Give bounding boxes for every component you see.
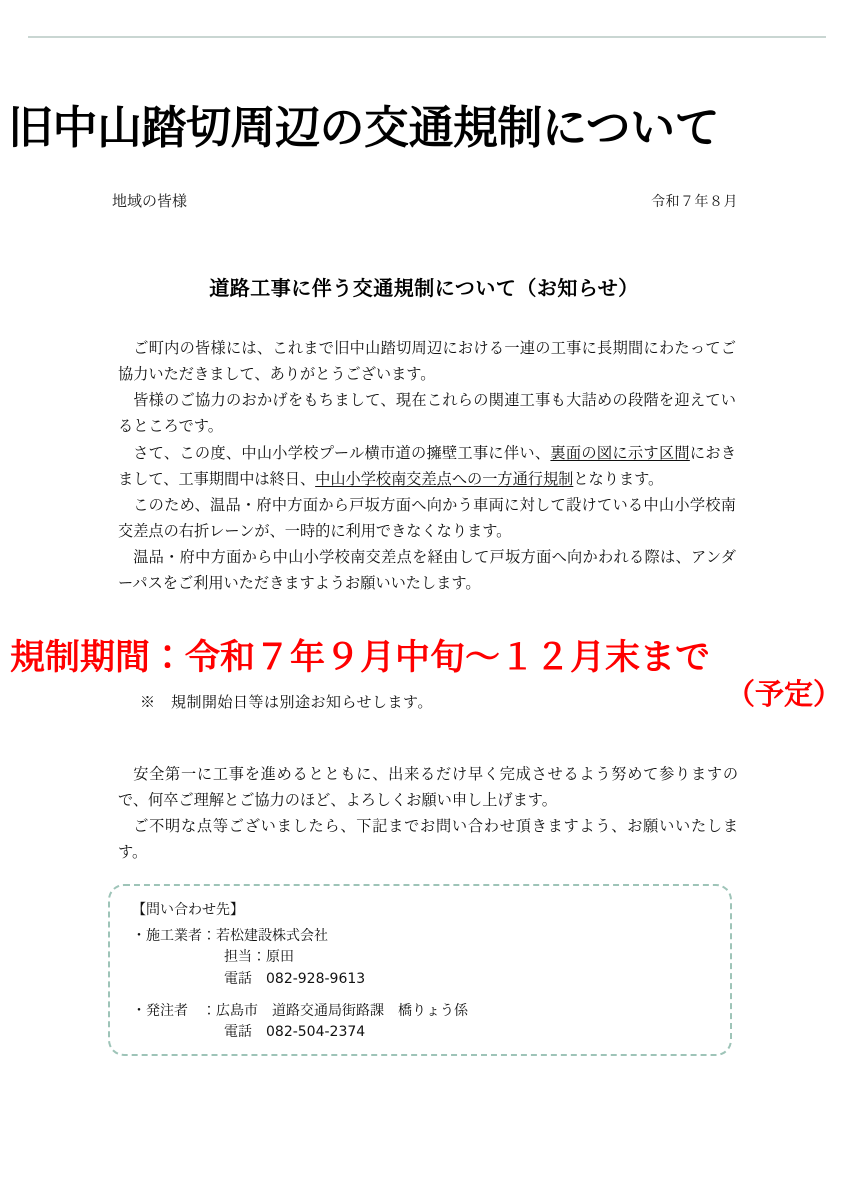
document-subtitle: 道路工事に伴う交通規制について（お知らせ）	[209, 276, 639, 300]
contractor-person: 担当：原田	[224, 949, 294, 966]
meta-row	[112, 190, 738, 211]
contractor-phone: 電話 082-928-9613	[224, 971, 366, 988]
header-divider	[28, 36, 826, 38]
closing-paragraph-2: ご不明な点等ございましたら、下記までお問い合わせ頂きますよう、お願いいたします。	[118, 818, 738, 862]
contractor-name: ・施工業者：若松建設株式会社	[132, 927, 328, 944]
regulation-period-banner: 規制期間：令和７年９月中旬～１２月末まで	[10, 638, 711, 678]
paragraph-4: このため、温品・府中方面から戸坂方面へ向かう車両に対して設けている中山小学校南交差点の右折レーンが、一時的に利用できなくなります。	[118, 496, 736, 540]
regulation-note: ※ 規制開始日等は別途お知らせします。	[140, 695, 433, 711]
closing-text	[118, 762, 738, 867]
paragraph-5: 温品・府中方面から中山小学校南交差点を経由して戸坂方面へ向かわれる際は、アンダーパスをご利用いただきますようお願いいたします。	[118, 549, 736, 593]
page-title: 旧中山踏切周辺の交通規制について	[8, 101, 720, 154]
paragraph-1: ご町内の皆様には、これまで旧中山踏切周辺における一連の工事に長期間にわたってご協力いただきまして、ありがとうございます。	[118, 340, 736, 384]
contact-box	[108, 884, 732, 1056]
paragraph-3-underline-1: 裏面の図に示す区間	[550, 444, 690, 462]
paragraph-3	[118, 441, 736, 493]
addressee: 地域の皆様	[112, 194, 188, 210]
issue-date: 令和７年８月	[651, 195, 738, 210]
regulation-period-tentative: （予定）	[725, 677, 842, 711]
contact-contractor	[132, 926, 708, 991]
client-name: ・発注者 ：広島市 道路交通局街路課 橋りょう係	[132, 1002, 468, 1019]
closing-paragraph-1: 安全第一に工事を進めるとともに、出来るだけ早く完成させるよう努めて参りますので、何卒ご理解とご協力のほど、よろしくお願い申し上げます。	[118, 766, 738, 810]
contact-heading: 【問い合わせ先】	[132, 902, 244, 918]
contact-client	[132, 1001, 708, 1044]
paragraph-3-underline-2: 中山小学校南交差点への一方通行規制	[315, 470, 574, 488]
paragraph-2: 皆様のご協力のおかげをもちまして、現在これらの関連工事も大詰めの段階を迎えているところです。	[118, 392, 736, 436]
body-text	[118, 336, 736, 597]
paragraph-3-middle: におきまして、工事期間中は終日、	[118, 444, 737, 488]
paragraph-3-tail: となります。	[573, 470, 664, 488]
client-phone: 電話 082-504-2374	[224, 1024, 366, 1041]
paragraph-3-lead: さて、この度、中山小学校プール横市道の擁壁工事に伴い、	[133, 444, 551, 462]
